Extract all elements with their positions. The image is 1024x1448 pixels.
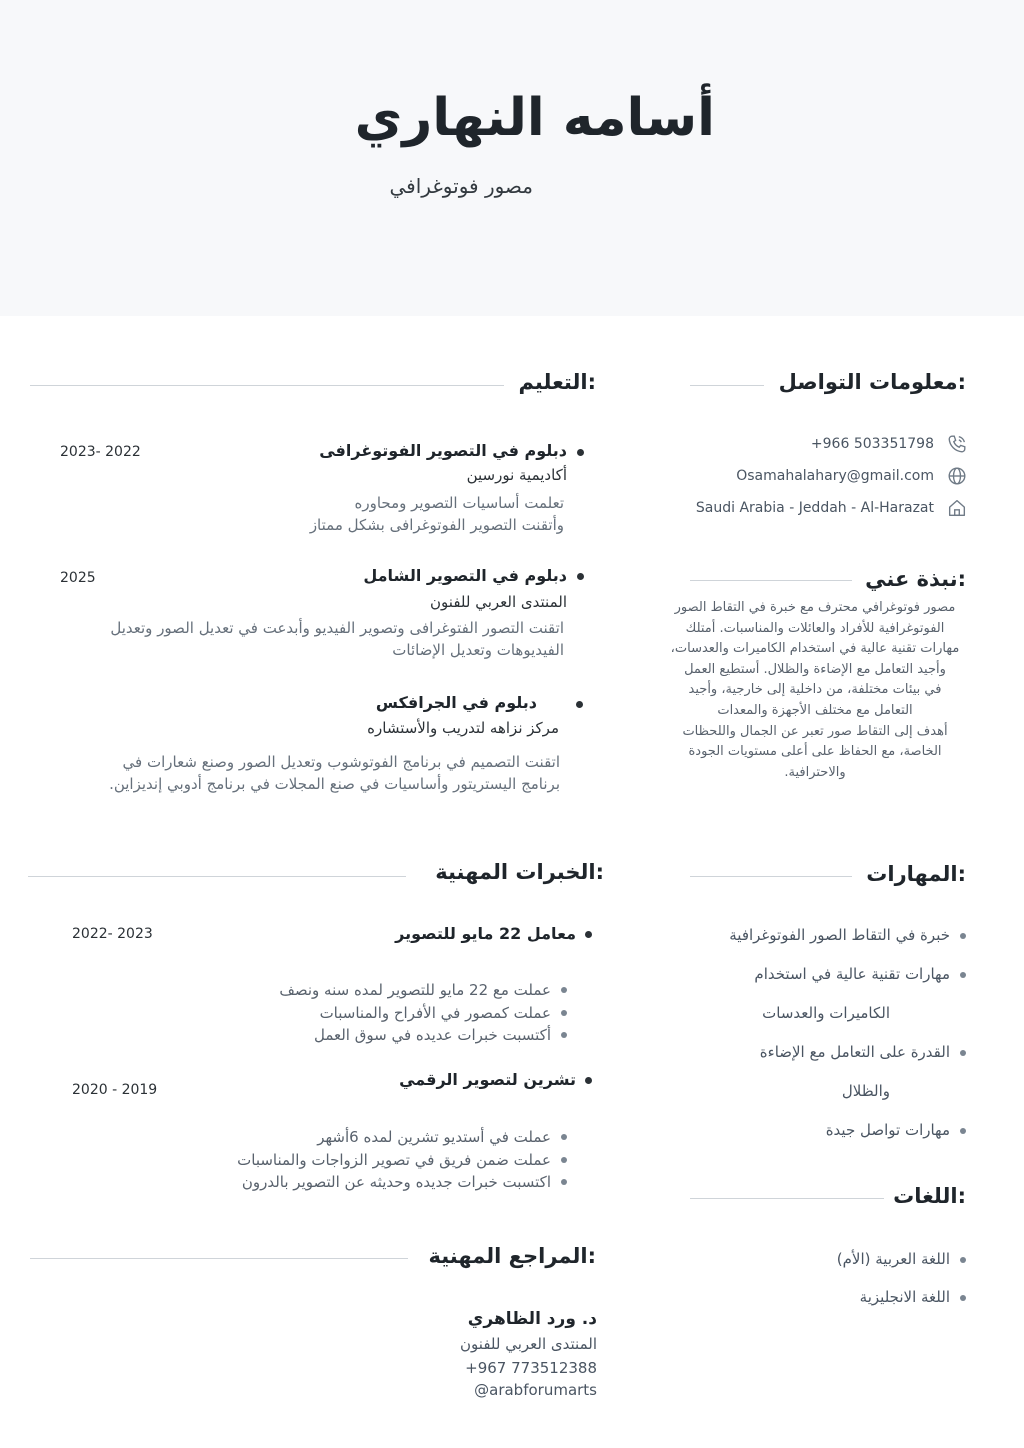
candidate-name: أسامه النهاري [354,88,715,148]
references-divider [30,1258,408,1259]
language-item: اللغة الانجليزية [718,1278,968,1316]
contact-email-row [736,464,968,488]
reference-organization: المنتدى العربي للفنون [460,1335,597,1353]
about-line: والاحترافية. [784,764,846,780]
experience-section-title: الخبرات المهنية: [435,860,604,884]
about-text [660,598,970,783]
education-bullet [577,449,584,456]
skill-item-continuation: والظلال [841,1082,890,1100]
contact-email[interactable]: Osamahalahary@gmail.com [736,468,934,484]
experience-point: عملت ضمن فريق في تصوير الزواجات والمناسبات [237,1149,569,1172]
education-description [144,492,564,536]
education-title: دبلوم في التصوير الفوتوغرافى [319,441,567,460]
education-institution: أكاديمية نورسين [466,466,567,484]
education-desc-line: برنامج اليستريتور وأساسيات في صنع المجلات في برنامج أدوبي إنديزاين. [109,775,560,793]
about-line: أهدف إلى التقاط صور تعبر عن الجمال واللحظات [682,723,948,739]
about-line: وأجيد التعامل مع الإضاءة والظلال. أستطيع العمل [684,661,946,677]
education-section-title: التعليم: [518,370,596,394]
about-line: الفوتوغرافية للأفراد والعائلات والمناسبات. أمتلك [685,620,945,636]
experience-points [279,979,569,1047]
education-desc-line: الفيديوهات وتعديل الإضائات [392,641,564,659]
job-title: مصور فوتوغرافي [389,174,533,198]
education-description [64,617,564,661]
experience-point: عملت كمصور في الأفراح والمناسبات [279,1002,569,1025]
education-desc-line: اتقنت التصميم في برنامج الفوتوشوب وتعديل الصور وصنع شعارات في [122,753,560,771]
references-section-title: المراجع المهنية: [428,1244,596,1268]
education-desc-line: تعلمت أساسيات التصوير ومحاوره [354,494,564,512]
contact-address: Saudi Arabia - Jeddah - Al-Harazat [695,500,934,516]
education-desc-line: وأتقنت التصوير الفوتوغرافى بشكل ممتاز [309,516,564,534]
languages-section-title: اللغات: [893,1184,966,1208]
education-desc-line: اتقنت التصور الفتوغرافى وتصوير الفيديو وأبدعت في تعديل الصور وتعديل [110,619,564,637]
experience-date: 2020 - 2019 [72,1082,158,1098]
experience-title: معامل 22 مايو للتصوير [395,924,576,943]
phone-icon [946,433,968,455]
experience-points [237,1126,569,1194]
education-institution: المنتدى العربي للفنون [430,593,567,611]
skill-item: القدرة على التعامل مع الإضاءة [688,1033,968,1072]
experience-bullet [585,931,592,938]
about-section-title: نبذة عني: [865,567,966,591]
experience-point: أكتسبت خبرات عديده في سوق العمل [279,1024,569,1047]
skill-item: مهارات تواصل جيدة [688,1111,968,1150]
language-item: اللغة العربية (الأم) [718,1240,968,1278]
skills-list [688,916,968,1150]
reference-phone: +967 773512388 [465,1359,597,1377]
contact-divider [690,385,764,386]
experience-bullet [585,1077,592,1084]
reference-handle: @arabforumarts [474,1381,597,1399]
education-divider [30,385,504,386]
globe-icon [946,465,968,487]
skill-item: خبرة في التقاط الصور الفوتوغرافية [688,916,968,955]
education-bullet [577,573,584,580]
skill-item: مهارات تقنية عالية في استخدام [688,955,968,994]
education-date: 2025 [60,570,96,586]
skills-section-title: المهارات: [866,862,966,886]
experience-point: عملت مع 22 مايو للتصوير لمده سنه ونصف [279,979,569,1002]
about-divider [690,580,852,581]
header-background [0,0,1024,316]
experience-divider [28,876,406,877]
skills-divider [690,876,852,877]
languages-list [718,1240,968,1316]
education-institution: مركز نزاهه لتدريب والأستشاره [367,719,559,737]
about-line: مهارات تقنية عالية في استخدام الكاميرات والعدسات، [670,641,960,657]
about-line: في بيئات مختلفة، من داخلية إلى خارجية، وأجيد [688,682,942,698]
contact-phone: +966 503351798 [810,436,934,452]
skill-item-continuation: الكاميرات والعدسات [762,1004,890,1022]
about-line: التعامل مع مختلف الأجهزة والمعدات [717,702,913,718]
contact-phone-row [811,432,968,456]
experience-point: اكتسبت خبرات جديده وحديثه عن التصوير بالدرون [237,1171,569,1194]
contact-address-row [688,496,968,520]
reference-name: د. ورد الظاهري [467,1309,597,1329]
education-description [50,751,560,795]
experience-title: تشرين لتصوير الرقمي [399,1070,576,1089]
education-date: 2023- 2022 [60,444,141,460]
experience-point: عملت في أستديو تشرين لمده 6أشهر [237,1126,569,1149]
education-title: دبلوم في التصوير الشامل [363,566,567,585]
contact-section-title: معلومات التواصل: [778,370,966,394]
about-line: مصور فوتوغرافي محترف مع خبرة في التقاط الصور [674,600,956,615]
education-title: دبلوم في الجرافكس [375,693,537,712]
languages-divider [690,1198,884,1199]
home-icon [946,497,968,519]
experience-date: 2022- 2023 [72,926,153,942]
education-bullet [576,701,583,708]
about-line: الخاصة، مع الحفاظ على أعلى مستويات الجودة [688,744,942,760]
